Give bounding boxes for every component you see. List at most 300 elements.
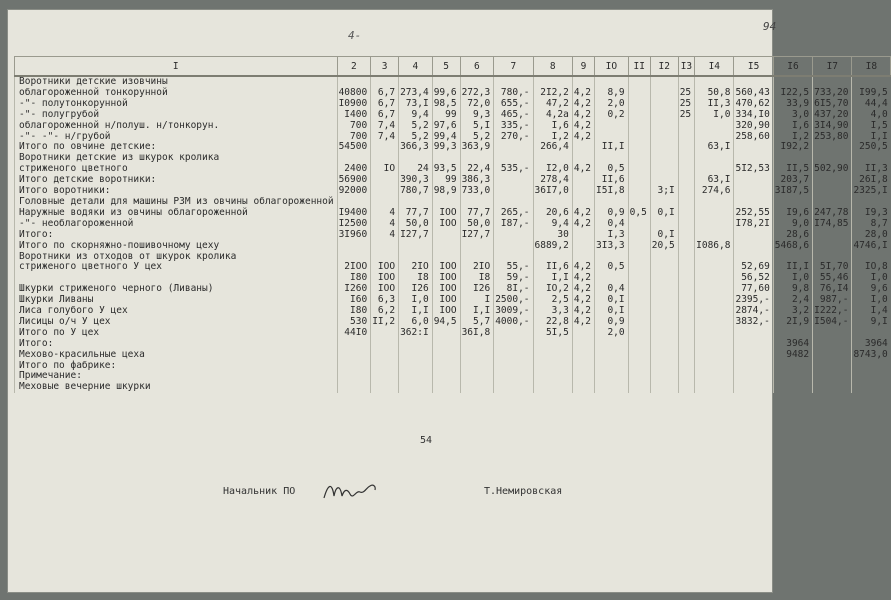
table-cell <box>494 175 533 186</box>
table-cell: 6,7 <box>371 110 399 121</box>
table-cell: II,3 <box>852 164 891 175</box>
table-cell <box>813 350 852 361</box>
column-header: I2 <box>650 57 678 77</box>
table-cell: 2IO <box>399 262 433 273</box>
table-cell: 470,62 <box>734 99 773 110</box>
table-cell: 77,7 <box>460 208 494 219</box>
table-cell: 4,2 <box>572 284 594 295</box>
table-cell <box>695 328 734 339</box>
column-header: I3 <box>678 57 694 77</box>
table-cell <box>695 350 734 361</box>
table-cell: 0,9 <box>595 208 629 219</box>
table-cell <box>678 262 694 273</box>
table-cell <box>678 295 694 306</box>
table-cell <box>695 252 734 263</box>
table-cell <box>678 142 694 153</box>
table-cell: 22,4 <box>460 164 494 175</box>
table-cell <box>734 186 773 197</box>
column-header: 2 <box>337 57 371 77</box>
table-cell <box>678 350 694 361</box>
table-cell: 28,6 <box>773 230 812 241</box>
table-cell <box>628 132 650 143</box>
table-cell <box>628 99 650 110</box>
table-cell: 5,7 <box>460 317 494 328</box>
column-header: I4 <box>695 57 734 77</box>
table-cell <box>628 317 650 328</box>
table-cell <box>337 371 371 382</box>
table-cell: 4,2 <box>572 295 594 306</box>
table-cell: I,4 <box>852 306 891 317</box>
table-cell: 6,7 <box>371 88 399 99</box>
table-cell <box>678 382 694 393</box>
table-cell: I260 <box>337 284 371 295</box>
table-cell: 5,I <box>460 121 494 132</box>
table-cell: I80 <box>337 273 371 284</box>
row-label: стриженого цветного У цех <box>15 262 338 273</box>
table-cell <box>628 88 650 99</box>
table-cell: 4 <box>371 208 399 219</box>
table-cell <box>650 361 678 372</box>
table-cell <box>813 241 852 252</box>
table-cell: 0,2 <box>595 110 629 121</box>
table-cell: 390,3 <box>399 175 433 186</box>
table-row <box>15 361 891 372</box>
table-cell: 535,- <box>494 164 533 175</box>
column-header: 8 <box>533 57 572 77</box>
table-row <box>15 230 891 241</box>
table-cell: I <box>460 295 494 306</box>
table-cell: II,2 <box>371 317 399 328</box>
table-cell <box>813 361 852 372</box>
table-cell <box>533 339 572 350</box>
table-cell: 4,2 <box>572 262 594 273</box>
table-cell <box>628 186 650 197</box>
table-cell: 9,0 <box>773 219 812 230</box>
table-cell: I0900 <box>337 99 371 110</box>
table-cell: 700 <box>337 121 371 132</box>
table-cell: 5,2 <box>399 132 433 143</box>
table-cell: 733,20 <box>813 88 852 99</box>
table-cell <box>678 219 694 230</box>
table-cell: IOO <box>432 219 460 230</box>
table-cell <box>399 339 433 350</box>
column-header: I5 <box>734 57 773 77</box>
table-cell: 7,4 <box>371 121 399 132</box>
table-cell: 3832,- <box>734 317 773 328</box>
table-cell <box>678 121 694 132</box>
table-cell: 253,80 <box>813 132 852 143</box>
table-cell <box>572 339 594 350</box>
table-cell: I8 <box>460 273 494 284</box>
table-cell <box>371 328 399 339</box>
table-cell <box>695 219 734 230</box>
table-cell: 780,- <box>494 88 533 99</box>
column-header: II <box>628 57 650 77</box>
table-cell <box>678 241 694 252</box>
row-label: облагороженной н/полуш. н/тонкорун. <box>15 121 338 132</box>
table-cell: 50,8 <box>695 88 734 99</box>
table-cell <box>628 295 650 306</box>
table-cell: 4,2 <box>572 273 594 284</box>
table-cell <box>595 382 629 393</box>
table-cell: 56900 <box>337 175 371 186</box>
table-cell <box>628 121 650 132</box>
row-label: -"- необлагороженной <box>15 219 338 230</box>
table-cell: 320,90 <box>734 121 773 132</box>
document-page <box>8 10 888 592</box>
table-cell: I,6 <box>773 121 812 132</box>
table-cell: 59,- <box>494 273 533 284</box>
table-cell: 77,7 <box>399 208 433 219</box>
table-cell <box>460 350 494 361</box>
table-cell: 76,I4 <box>813 284 852 295</box>
table-cell: 987,- <box>813 295 852 306</box>
table-cell <box>852 371 891 382</box>
table-cell: 266,4 <box>533 142 572 153</box>
table-cell <box>399 371 433 382</box>
table-cell <box>533 350 572 361</box>
table-cell: 99 <box>432 175 460 186</box>
table-cell: 73,I <box>399 99 433 110</box>
table-cell <box>371 175 399 186</box>
table-cell <box>460 382 494 393</box>
table-cell <box>695 230 734 241</box>
table-cell <box>650 76 678 88</box>
table-cell: 93,5 <box>432 164 460 175</box>
table-cell <box>628 142 650 153</box>
table-cell <box>572 241 594 252</box>
table-cell <box>678 306 694 317</box>
table-cell <box>460 361 494 372</box>
table-cell: I22,5 <box>773 88 812 99</box>
table-cell <box>337 350 371 361</box>
table-cell <box>852 361 891 372</box>
table-cell <box>734 328 773 339</box>
table-cell <box>650 99 678 110</box>
table-cell: IOO <box>371 262 399 273</box>
table-cell: I504,- <box>813 317 852 328</box>
table-cell: I9,6 <box>773 208 812 219</box>
row-label: -"- полутонкорунной <box>15 99 338 110</box>
column-header: IO <box>595 57 629 77</box>
table-cell <box>678 230 694 241</box>
table-cell <box>628 361 650 372</box>
table-row <box>15 350 891 361</box>
table-cell: 8743,0 <box>852 350 891 361</box>
table-cell <box>399 241 433 252</box>
table-cell: 3,2 <box>773 306 812 317</box>
table-cell: I5I,8 <box>595 186 629 197</box>
row-label: Воротники детские изовчины <box>15 76 338 88</box>
table-cell <box>695 197 734 208</box>
table-cell <box>595 339 629 350</box>
row-label: Примечание: <box>15 371 338 382</box>
table-cell: 50,0 <box>399 219 433 230</box>
table-cell: 7,4 <box>371 132 399 143</box>
report-table <box>14 56 891 393</box>
table-cell <box>650 317 678 328</box>
table-cell: II,I <box>773 262 812 273</box>
table-cell <box>371 382 399 393</box>
table-cell: I,0 <box>773 273 812 284</box>
table-cell: I,0 <box>852 295 891 306</box>
table-cell <box>595 361 629 372</box>
table-cell: 0,I <box>595 306 629 317</box>
table-cell: 250,5 <box>852 142 891 153</box>
table-cell <box>432 339 460 350</box>
table-cell: 92000 <box>337 186 371 197</box>
table-cell: 20,5 <box>650 241 678 252</box>
table-cell: 2I2,2 <box>533 88 572 99</box>
table-cell <box>650 371 678 382</box>
table-cell: 278,4 <box>533 175 572 186</box>
table-cell: 366,3 <box>399 142 433 153</box>
table-cell: 437,20 <box>813 110 852 121</box>
table-cell: IOO <box>432 262 460 273</box>
table-cell: 274,6 <box>695 186 734 197</box>
table-cell: I60 <box>337 295 371 306</box>
table-cell: IOO <box>432 295 460 306</box>
table-cell <box>678 317 694 328</box>
table-cell: 5,2 <box>460 132 494 143</box>
table-cell <box>494 328 533 339</box>
table-cell <box>371 142 399 153</box>
column-header: 4 <box>399 57 433 77</box>
table-cell <box>650 121 678 132</box>
table-cell <box>813 230 852 241</box>
table-cell: 25 <box>678 110 694 121</box>
table-cell <box>678 132 694 143</box>
table-cell: 780,7 <box>399 186 433 197</box>
row-label: -"- полугрубой <box>15 110 338 121</box>
table-cell <box>650 164 678 175</box>
table-row <box>15 339 891 350</box>
table-cell: 203,7 <box>773 175 812 186</box>
row-label: Итого по фабрике: <box>15 361 338 372</box>
table-cell <box>460 241 494 252</box>
table-row <box>15 219 891 230</box>
table-cell: 4,2a <box>533 110 572 121</box>
table-cell <box>628 262 650 273</box>
table-cell: 24 <box>399 164 433 175</box>
table-cell: I2500 <box>337 219 371 230</box>
table-cell <box>337 361 371 372</box>
table-cell: 0,5 <box>628 208 650 219</box>
table-cell: 5I2,53 <box>734 164 773 175</box>
table-cell <box>494 186 533 197</box>
table-cell: 55,46 <box>813 273 852 284</box>
table-cell <box>734 241 773 252</box>
table-cell: IO,2 <box>533 284 572 295</box>
table-cell: I,2 <box>533 132 572 143</box>
table-cell <box>371 339 399 350</box>
column-header: 5 <box>432 57 460 77</box>
table-cell: 0,5 <box>595 262 629 273</box>
table-row <box>15 121 891 132</box>
table-cell: IOO <box>432 284 460 295</box>
table-cell <box>371 350 399 361</box>
table-cell <box>595 371 629 382</box>
table-cell: 0,I <box>595 295 629 306</box>
table-cell <box>628 219 650 230</box>
table-cell: 3I87,5 <box>773 186 812 197</box>
table-cell: 2,0 <box>595 99 629 110</box>
table-cell: 9,4 <box>533 219 572 230</box>
table-cell: 3964 <box>852 339 891 350</box>
table-cell: 270,- <box>494 132 533 143</box>
table-cell <box>572 175 594 186</box>
table-cell <box>572 186 594 197</box>
table-cell: I9,3 <box>852 208 891 219</box>
table-cell: IO <box>371 164 399 175</box>
table-cell <box>460 371 494 382</box>
table-cell: 9,8 <box>773 284 812 295</box>
table-cell <box>399 350 433 361</box>
table-cell <box>695 262 734 273</box>
table-cell: IOO <box>432 273 460 284</box>
table-cell <box>678 328 694 339</box>
table-cell: 4,2 <box>572 88 594 99</box>
table-cell <box>628 175 650 186</box>
table-cell <box>695 153 734 164</box>
table-cell <box>695 361 734 372</box>
table-cell: 4,2 <box>572 208 594 219</box>
table-cell: 97,6 <box>432 121 460 132</box>
table-cell: II,6 <box>595 175 629 186</box>
table-cell: 50,0 <box>460 219 494 230</box>
table-cell: I,0 <box>852 273 891 284</box>
table-cell: I92,2 <box>773 142 812 153</box>
table-cell: 4,2 <box>572 110 594 121</box>
table-cell <box>813 186 852 197</box>
table-cell <box>650 110 678 121</box>
table-cell <box>678 175 694 186</box>
table-cell: I9400 <box>337 208 371 219</box>
table-cell: 5I,70 <box>813 262 852 273</box>
table-cell: 55,- <box>494 262 533 273</box>
table-cell <box>494 230 533 241</box>
table-cell: 99,6 <box>432 88 460 99</box>
table-cell: 99 <box>432 110 460 121</box>
table-cell <box>494 241 533 252</box>
table-cell: 30 <box>533 230 572 241</box>
table-cell: 40800 <box>337 88 371 99</box>
table-cell: 56,52 <box>734 273 773 284</box>
table-cell: 0,I <box>650 230 678 241</box>
table-body <box>15 76 891 393</box>
footer-number: 54 <box>420 435 433 446</box>
row-label: Итого по скорняжно-пошивочному цеху <box>15 241 338 252</box>
table-cell: I,I <box>399 306 433 317</box>
table-cell <box>678 164 694 175</box>
table-cell: I26 <box>460 284 494 295</box>
table-cell: 44,4 <box>852 99 891 110</box>
table-cell: IO,8 <box>852 262 891 273</box>
table-cell <box>572 230 594 241</box>
table-row <box>15 110 891 121</box>
row-label: Лиса голубого У цех <box>15 306 338 317</box>
table-cell <box>734 142 773 153</box>
table-cell: 5I,5 <box>533 328 572 339</box>
table-cell <box>650 306 678 317</box>
table-cell: 2400 <box>337 164 371 175</box>
table-cell <box>533 382 572 393</box>
table-cell <box>595 350 629 361</box>
table-cell <box>399 382 433 393</box>
table-cell: IOO <box>371 273 399 284</box>
table-cell <box>813 382 852 393</box>
table-cell <box>494 371 533 382</box>
table-cell: 560,43 <box>734 88 773 99</box>
table-cell: 700 <box>337 132 371 143</box>
table-cell: 3I960 <box>337 230 371 241</box>
table-cell: 252,55 <box>734 208 773 219</box>
table-cell: 0,I <box>650 208 678 219</box>
table-cell <box>695 382 734 393</box>
table-cell: I74,85 <box>813 219 852 230</box>
table-cell: I,I <box>533 273 572 284</box>
table-cell: I,6 <box>533 121 572 132</box>
row-label: Итого по овчине детские: <box>15 142 338 153</box>
table-cell <box>695 295 734 306</box>
column-header: I6 <box>773 57 812 77</box>
table-cell <box>695 317 734 328</box>
table-cell: I400 <box>337 110 371 121</box>
table-cell: II,5 <box>773 164 812 175</box>
table-cell <box>337 382 371 393</box>
table-cell <box>678 252 694 263</box>
table-cell: 4746,I <box>852 241 891 252</box>
table-cell <box>813 328 852 339</box>
table-cell <box>650 339 678 350</box>
table-cell: 4 <box>371 219 399 230</box>
table-cell: II,6 <box>533 262 572 273</box>
page-number: 94 <box>763 20 777 33</box>
row-label: Воротники из отходов от шкурок кролика <box>15 252 338 263</box>
signature-title: Начальник ПО <box>223 486 296 497</box>
table-cell <box>628 306 650 317</box>
table-cell <box>494 382 533 393</box>
table-cell <box>628 76 650 88</box>
table-cell <box>773 371 812 382</box>
table-cell <box>628 328 650 339</box>
table-cell: 6I5,70 <box>813 99 852 110</box>
table-cell: 502,90 <box>813 164 852 175</box>
table-cell: 4 <box>371 230 399 241</box>
table-cell <box>734 350 773 361</box>
table-cell: 25 <box>678 88 694 99</box>
table-cell <box>432 241 460 252</box>
table-cell <box>371 241 399 252</box>
table-cell <box>734 339 773 350</box>
table-cell <box>572 328 594 339</box>
column-header: I8 <box>852 57 891 77</box>
table-cell <box>628 273 650 284</box>
table-cell: 4,2 <box>572 132 594 143</box>
table-cell <box>695 306 734 317</box>
table-cell: 2325,I <box>852 186 891 197</box>
row-label: Итого по У цех <box>15 328 338 339</box>
table-cell: 77,60 <box>734 284 773 295</box>
table-cell <box>628 241 650 252</box>
table-cell: 9482 <box>773 350 812 361</box>
table-cell: 8,9 <box>595 88 629 99</box>
table-cell: 265,- <box>494 208 533 219</box>
table-cell: I99,5 <box>852 88 891 99</box>
row-label: облагороженной тонкорунной <box>15 88 338 99</box>
table-cell: 54500 <box>337 142 371 153</box>
table-cell: 655,- <box>494 99 533 110</box>
